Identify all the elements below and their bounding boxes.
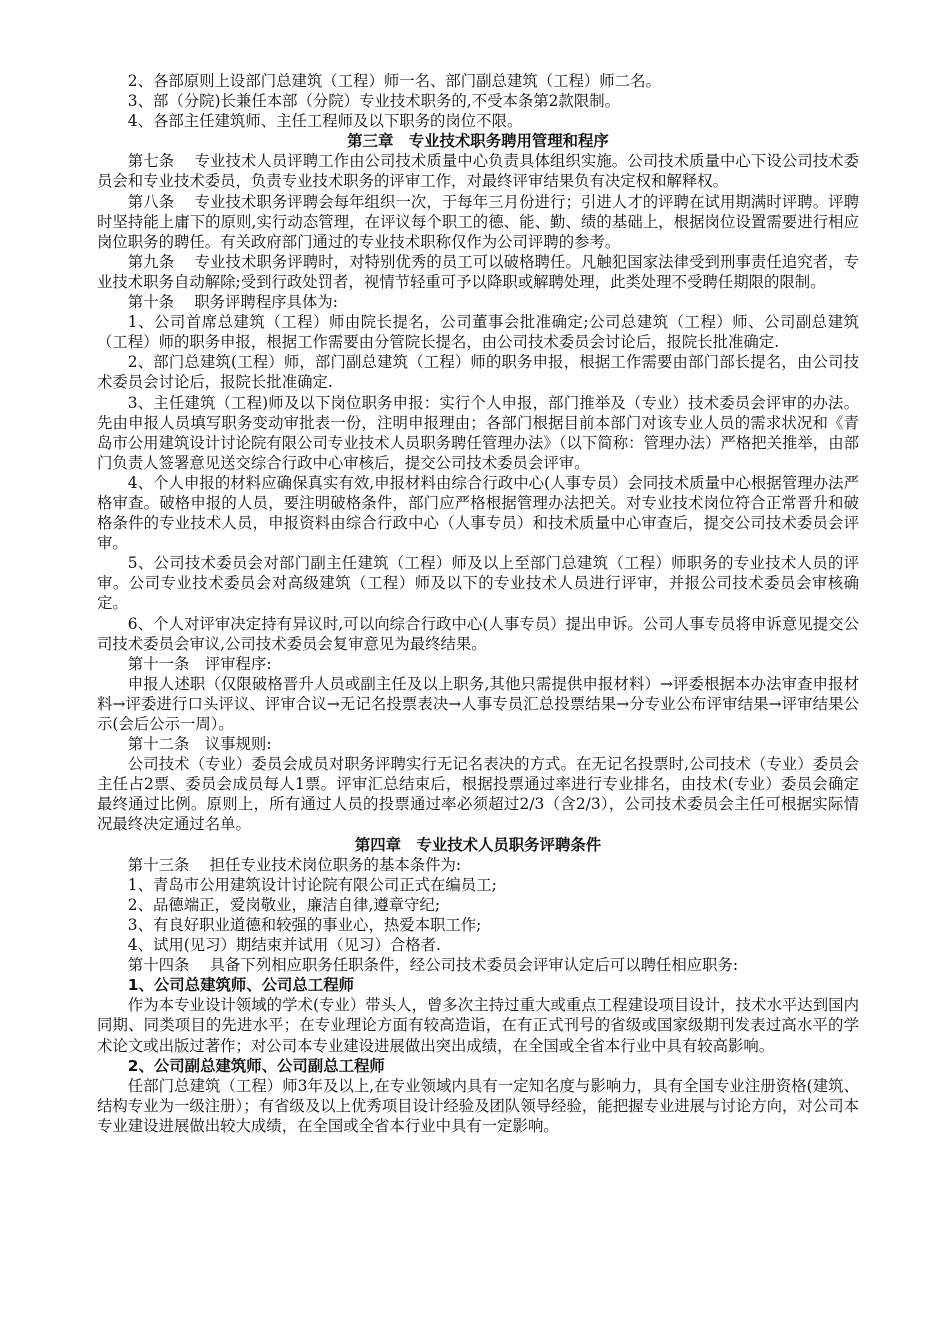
list-item-paragraph: 4、个人申报的材料应确保真实有效,申报材料由综合行政中心(人事专员）会同技术质量中心根据管理办法严格审查。破格申报的人员，要注明破格条件，部门应严格根据管理办法把关。对专业技术岗位符合正常晋升和破格条件的专业技术人员，申报资料由综合行政中心（人事专员）和技术质量中心审查后，提交公司技术委员会评审。 (97, 473, 859, 553)
list-item-paragraph: 6、个人对评审决定持有异议时,可以向综合行政中心(人事专员）提出申诉。公司人事专员将申诉意见提交公司技术委员会审议,公司技术委员会复审意见为最终结果。 (97, 614, 859, 653)
article-paragraph: 第十二条 议事规则: (127, 735, 272, 754)
chapter-heading: 第三章 专业技术职务聘用管理和程序 (347, 132, 609, 151)
subheading: 2、公司副总建筑师、公司副总工程师 (127, 1056, 385, 1075)
list-item-paragraph: 1、公司首席总建筑（工程）师由院长提名，公司董事会批准确定;公司总建筑（工程）师、公司副总建筑（工程）师的职务申报，根据工作需要由分管院长提名，由公司技术委员会讨论后，报院长批准确定. (97, 313, 859, 352)
body-paragraph: 申报人述职（仅限破格晋升人员或副主任及以上职务,其他只需提供申报材料）→评委根据本办法审查申报材料→评委进行口头评议、评审合议→无记名投票表决→人事专员汇总投票结果→分专业公布评审结果→评审结果公示(会后公示一周）。 (97, 674, 859, 733)
list-item-paragraph: 1、青岛市公用建筑设计讨论院有限公司正式在编员工; (127, 875, 497, 894)
body-paragraph: 任部门总建筑（工程）师3年及以上,在专业领域内具有一定知名度与影响力，具有全国专业注册资格(建筑、结构专业为一级注册）；有省级及以上优秀项目设计经验及团队领导经验，能把握专业进展与讨论方向，对公司本专业建设进展做出较大成绩，在全国或全省本行业中具有一定影响。 (97, 1076, 859, 1135)
body-paragraph: 公司技术（专业）委员会成员对职务评聘实行无记名表决的方式。在无记名投票时,公司技术（专业）委员会主任占2票、委员会成员每人1票。评审汇总结束后，根据投票通过率进行专业排名，由技术(专业）委员会确定最终通过比例。原则上，所有通过人员的投票通过率必须超过2/3（含2/3），公司技术委员会主任可根据实际情况最终决定通过名单。 (97, 755, 859, 834)
document-page (97, 71, 859, 1136)
body-paragraph: 作为本专业设计领域的学术(专业）带头人，曾多次主持过重大或重点工程建设项目设计，技术水平达到国内同期、同类项目的先进水平；在专业理论方面有较高造诣，在有正式刊号的省级或国家级期刊发表过高水平的学术论文或出版过著作；对公司本专业建设进展做出突出成绩，在全国或全省本行业中具有较高影响。 (97, 996, 859, 1055)
paragraph: 2、各部原则上设部门总建筑（工程）师一名、部门副总建筑（工程）师二名。 (127, 72, 661, 90)
subheading: 1、公司总建筑师、公司总工程师 (127, 976, 354, 995)
list-item-paragraph: 3、主任建筑（工程)师及以下岗位职务申报：实行个人申报，部门推举及（专业）技术委员会评审的办法。先由申报人员填写职务变动审批表一份，注明申报理由；各部门根据目前本部门对该专业人员的需求状况和《青岛市公用建筑设计讨论院有限公司专业技术人员职务聘任管理办法》（以下简称：管理办法）严格把关推举，由部门负责人签署意见送交综合行政中心审核后，提交公司技术委员会评审。 (97, 393, 859, 472)
list-item-paragraph: 5、公司技术委员会对部门副主任建筑（工程）师及以上至部门总建筑（工程）师职务的专业技术人员的评审。公司专业技术委员会对高级建筑（工程）师及以下的专业技术人员进行评审，并报公司技术委员会审核确定。 (97, 554, 859, 613)
chapter-heading: 第四章 专业技术人员职务评聘条件 (354, 835, 602, 854)
paragraph: 3、部（分院)长兼任本部（分院）专业技术职务的,不受本条第2款限制。 (127, 92, 620, 111)
list-item-paragraph: 2、品德端正，爱岗敬业，廉洁自律,遵章守纪; (127, 895, 441, 914)
article-paragraph: 第七条 专业技术人员评聘工作由公司技术质量中心负责具体组织实施。公司技术质量中心下设公司技术委员会和专业技术委员，负责专业技术职务的评审工作，对最终评审结果负有决定权和解释权。 (97, 152, 859, 191)
paragraph: 4、各部主任建筑师、主任工程师及以下职务的岗位不限。 (127, 112, 523, 131)
article-paragraph: 第十一条 评审程序: (127, 654, 272, 673)
article-paragraph: 第十三条 担任专业技术岗位职务的基本条件为: (127, 855, 462, 874)
list-item-paragraph: 2、部门总建筑(工程）师，部门副总建筑（工程）师的职务申报，根据工作需要由部门部长提名，由公司技术委员会讨论后，报院长批准确定. (97, 353, 859, 392)
article-paragraph: 第八条 专业技术职务评聘会每年组织一次，于每年三月份进行；引进人才的评聘在试用期满时评聘。评聘时坚持能上庸下的原则,实行动态管理，在评议每个职工的德、能、勤、绩的基础上，根据岗位设置需要进行相应岗位职务的聘任。有关政府部门通过的专业技术职称仅作为公司评聘的参考。 (97, 192, 859, 251)
article-paragraph: 第十四条 具备下列相应职务任职条件，经公司技术委员会评审认定后可以聘任相应职务: (127, 956, 739, 975)
article-paragraph: 第十条 职务评聘程序具体为: (127, 293, 338, 312)
article-paragraph: 第九条 专业技术职务评聘时，对特别优秀的员工可以破格聘任。凡触犯国家法律受到刑事责任追究者，专业技术职务自动解除;受到行政处罚者，视情节轻重可予以降职或解聘处理，此类处理不受聘任期限的限制。 (97, 252, 859, 291)
list-item-paragraph: 4、试用(见习）期结束并试用（见习）合格者. (127, 936, 441, 955)
list-item-paragraph: 3、有良好职业道德和较强的事业心，热爱本职工作; (127, 915, 482, 934)
